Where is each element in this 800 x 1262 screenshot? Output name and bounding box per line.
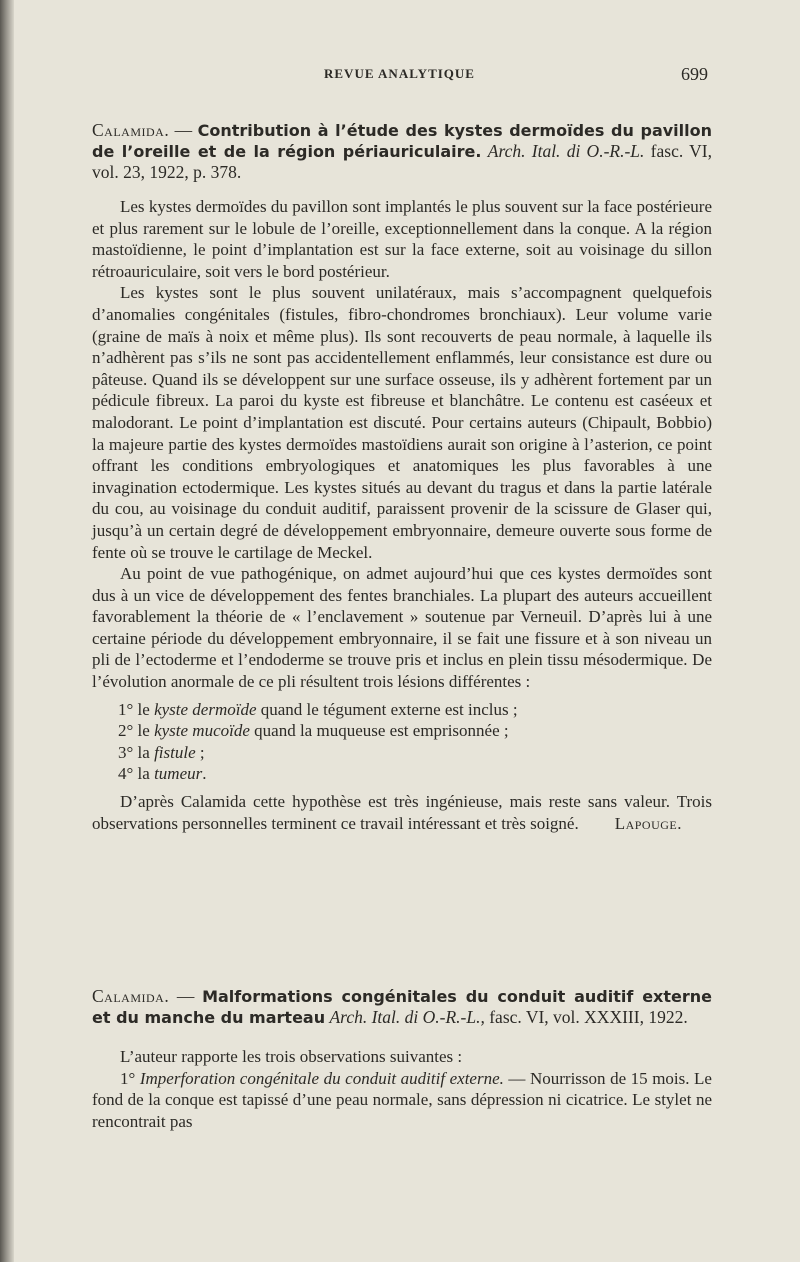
article-1-closing: D’après Calamida cette hypothèse est très ingénieuse, mais reste sans valeur. Trois observations personnelles terminent ce travail intéressant et très soigné. Lapouge.	[92, 792, 712, 833]
article-2-title: Malformations congénitales du conduit auditif externe et du manche du marteau	[92, 987, 713, 1027]
article-2-author: Calamida.	[92, 986, 170, 1006]
reviewer-signature: Lapouge.	[614, 813, 682, 833]
observation-1-title: Imperforation congénitale du conduit auditif externe.	[139, 1068, 504, 1088]
article-1-title: Contribution à l’étude des kystes dermoïdes du pavillon de l’oreille et de la région périauriculaire.	[92, 121, 713, 161]
article-1-author: Calamida.	[92, 120, 170, 140]
lesion-item: 3° la fistule ;	[118, 742, 205, 762]
lesion-item: 4° la tumeur.	[118, 764, 207, 784]
article-1-paragraph: Au point de vue pathogénique, on admet aujourd’hui que ces kystes dermoïdes sont dus à un vice de développement des fentes branchiales. La plupart des auteurs accueillent favorablement la théorie de « l’enclavement » soutenue par Verneuil. D’après lui à une certaine période du développement embryonnaire, il se fait une fissure et à son niveau un pli de l’ectoderme et l’endoderme se trouve pris et inclus en plein tissu mésodermique. De l’évolution anormale de ce pli résultent trois lésions différentes :	[92, 564, 712, 692]
article-2-intro: L’auteur rapporte les trois observations suivantes :	[120, 1047, 463, 1066]
lesion-item: 2° le kyste mucoïde quand la muqueuse est emprisonnée ;	[118, 721, 509, 741]
article-2-heading	[92, 986, 712, 1028]
observation-1: 1° Imperforation congénitale du conduit auditif externe. — Nourrisson de 15 mois. Le fond de la conque est tapissé d’une peau normale, sans dépression ni cicatrice. Le stylet ne rencontrait pas	[92, 1068, 712, 1131]
page-number: 699	[681, 64, 708, 84]
running-head-title: REVUE ANALYTIQUE	[324, 66, 475, 81]
article-1-heading	[92, 120, 712, 182]
lesion-list	[92, 699, 712, 785]
article-1-paragraph: Les kystes sont le plus souvent unilatéraux, mais s’accompagnent quelquefois d’anomalies congénitales (fistules, fibro-chondromes bronchiaux). Leur volume varie (graine de maïs à noix et même plus). Ils sont recouverts de peau normale, à laquelle ils n’adhèrent pas s’ils ne sont pas accidentellement enflammés, leur consistance est dure ou pâteuse. Quand ils se développent sur une surface osseuse, ils y adhèrent fortement par un pédicule fibreux. La paroi du kyste est fibreuse et blanchâtre. Le contenu est caséeux et malodorant. Le point d’implantation est discuté. Pour certains auteurs (Chipault, Bobbio) la majeure partie des kystes dermoïdes mastoïdiens aurait son origine à l’asterion, ce point offrant les conditions embryologiques et anatomiques les plus favorables à une invagination ectodermique. Les kystes situés au devant du tragus et dans la partie latérale du cou, au voisinage du conduit auditif, paraissent provenir de la scissure de Glaser qui, jusqu’à un certain degré de développement embryonnaire, demeure ouverte sous forme de fente où se trouve le cartilage de Meckel.	[92, 283, 712, 562]
article-1-citation: fasc. VI, vol. 23, 1922, p. 378.	[92, 141, 712, 182]
article-1-body	[92, 196, 712, 834]
article-2-journal: Arch. Ital. di O.-R.-L.,	[329, 1007, 485, 1027]
review-article-1	[92, 120, 712, 834]
review-article-2	[92, 986, 712, 1132]
article-1-paragraph: Les kystes dermoïdes du pavillon sont implantés le plus souvent sur la face postérieure et plus rarement sur le lobule de l’oreille, exceptionnellement dans la conque. A la région mastoïdienne, le point d’implantation est sur la face externe, soit au voisinage du sillon rétroauriculaire, soit vers le bord postérieur.	[92, 197, 712, 281]
article-1-dash: —	[169, 120, 198, 140]
article-2-dash: —	[169, 986, 203, 1006]
running-header	[92, 64, 712, 84]
article-2-body	[92, 1046, 712, 1132]
article-2-citation: fasc. VI, vol. XXXIII, 1922.	[484, 1007, 688, 1027]
article-1-journal: Arch. Ital. di O.-R.-L.	[487, 141, 645, 161]
lesion-item: 1° le kyste dermoïde quand le tégument externe est inclus ;	[118, 699, 518, 719]
page-edge-shadow	[0, 0, 14, 1262]
